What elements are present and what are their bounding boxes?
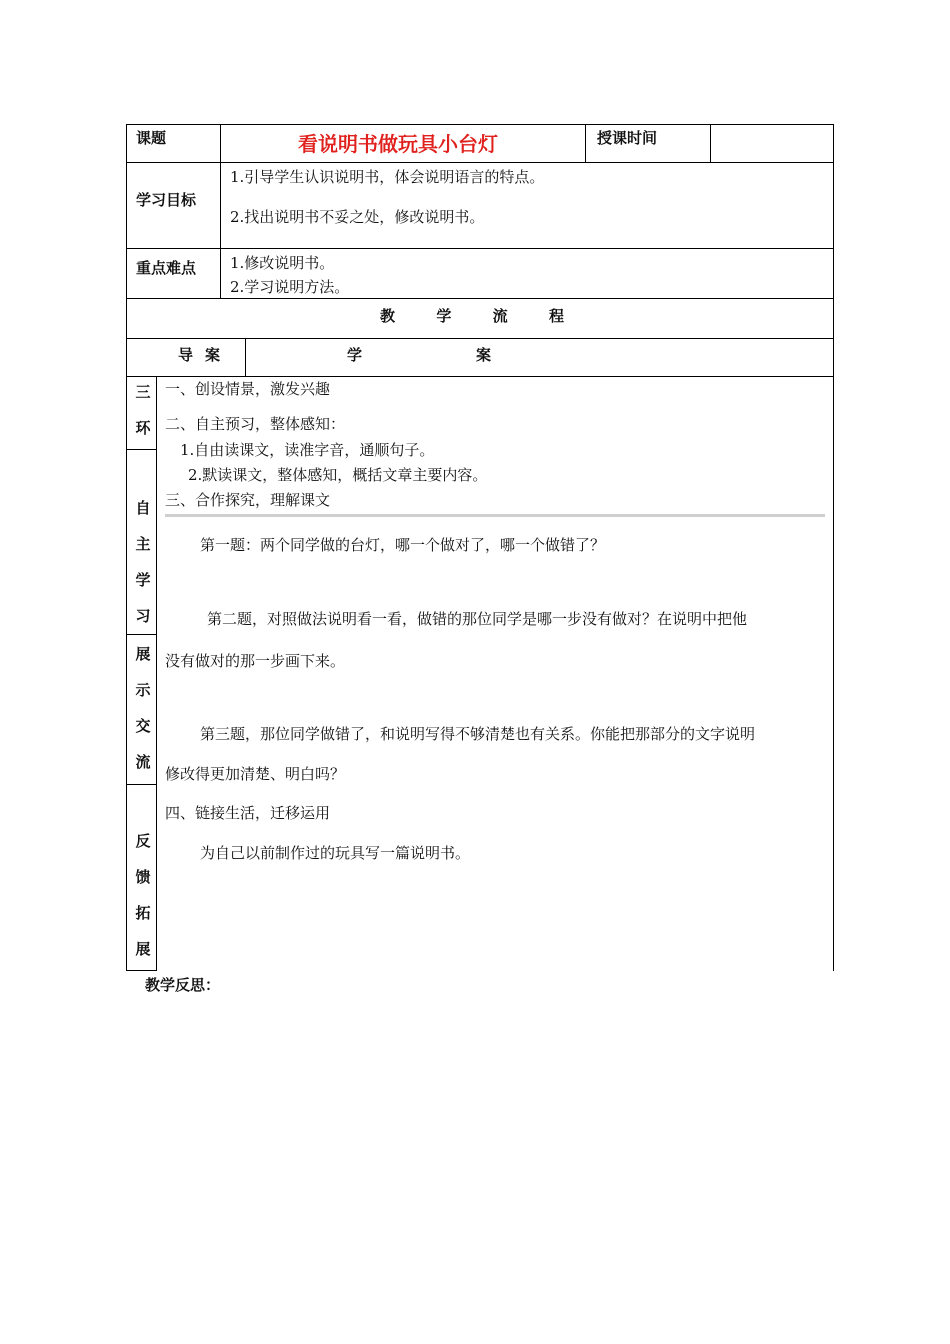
topic-label: 课题: [136, 129, 167, 147]
table-rule: [126, 449, 156, 450]
table-rule: [710, 124, 711, 162]
side-label-char: 主: [135, 535, 151, 553]
side-label-char: 三: [135, 383, 151, 401]
question-text: 没有做对的那一步画下来。: [165, 652, 346, 670]
side-label-char: 馈: [135, 868, 151, 886]
list-item: 为自己以前制作过的玩具写一篇说明书。: [200, 844, 471, 862]
question-text: 第二题，对照做法说明看一看，做错的那位同学是哪一步没有做对？在说明中把他: [207, 610, 748, 628]
table-rule: [126, 970, 156, 971]
list-item: 2.默读课文，整体感知，概括文章主要内容。: [188, 466, 488, 484]
question-text: 第三题，那位同学做错了，和说明写得不够清楚也有关系。你能把那部分的文字说明: [200, 725, 756, 743]
flow-header-char: 学: [436, 307, 452, 325]
guide-column-header: [178, 344, 220, 365]
flow-header-char: 程: [548, 307, 564, 325]
table-rule: [126, 162, 834, 163]
side-label-char: 展: [135, 645, 151, 663]
side-label-char: 交: [135, 717, 151, 735]
side-label-char: 环: [135, 419, 151, 437]
question-text: 修改得更加清楚、明白吗？: [165, 765, 346, 783]
table-rule: [833, 124, 834, 971]
key-point-item: 1.修改说明书。: [230, 254, 335, 272]
list-item: 1.自由读课文，读准字音，通顺句子。: [180, 441, 435, 459]
section-divider: [165, 514, 825, 517]
side-label-char: 示: [135, 681, 151, 699]
table-rule: [585, 124, 586, 162]
side-label-char: 自: [135, 499, 151, 517]
side-label-char: 学: [135, 571, 151, 589]
time-label: 授课时间: [597, 129, 658, 147]
objective-item: 1.引导学生认识说明书，体会说明语言的特点。: [230, 168, 545, 186]
side-label-char: 流: [135, 753, 151, 771]
table-rule: [126, 298, 834, 299]
study-column-header: [347, 344, 491, 365]
objective-item: 2.找出说明书不妥之处，修改说明书。: [230, 208, 485, 226]
study-header-char: 案: [475, 346, 491, 364]
section-heading: 二、自主预习，整体感知：: [165, 415, 346, 433]
table-rule: [220, 124, 221, 298]
side-label-char: 习: [135, 607, 151, 625]
table-rule: [126, 376, 834, 377]
table-rule: [126, 634, 156, 635]
study-header-char: 学: [347, 346, 363, 364]
reflection-label: 教学反思：: [145, 976, 221, 994]
key-points-label: 重点难点: [136, 259, 197, 277]
side-label-char: 拓: [135, 904, 151, 922]
question-text: 第一题：两个同学做的台灯，哪一个做对了，哪一个做错了？: [200, 536, 606, 554]
table-rule: [245, 338, 246, 376]
side-label-char: 反: [135, 832, 151, 850]
guide-header-char: 案: [204, 346, 220, 364]
section-heading: 三、合作探究，理解课文: [165, 491, 331, 509]
side-label-char: 展: [135, 940, 151, 958]
page-title: 看说明书做玩具小台灯: [298, 132, 498, 156]
table-rule: [126, 248, 834, 249]
flow-header: [380, 305, 564, 326]
objectives-label: 学习目标: [136, 191, 197, 209]
section-heading: 四、链接生活，迁移运用: [165, 804, 331, 822]
table-rule: [126, 784, 156, 785]
table-rule: [126, 124, 834, 125]
key-point-item: 2.学习说明方法。: [230, 278, 350, 296]
guide-header-char: 导: [178, 346, 194, 364]
flow-header-char: 流: [492, 307, 508, 325]
section-heading: 一、创设情景，激发兴趣: [165, 380, 331, 398]
flow-header-char: 教: [380, 307, 396, 325]
table-rule: [126, 338, 834, 339]
